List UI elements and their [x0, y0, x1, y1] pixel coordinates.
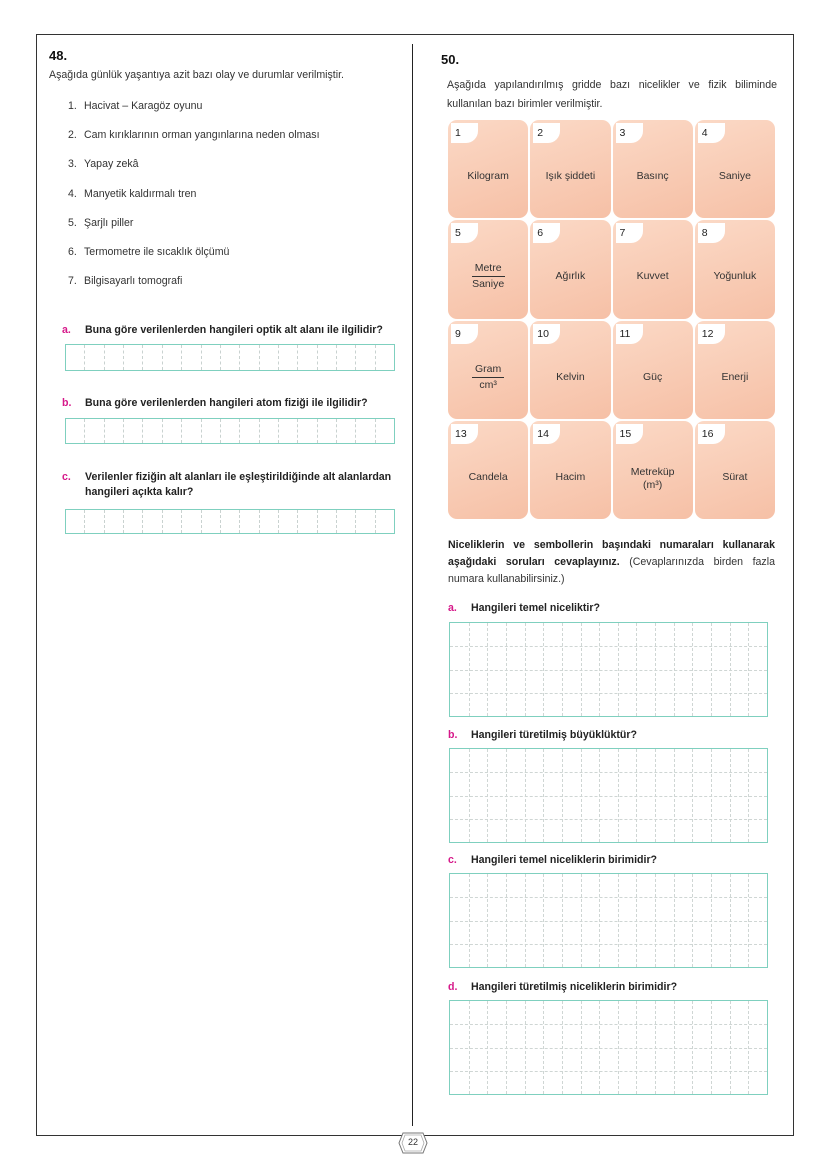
grid-tile — [695, 421, 775, 519]
answer-cell — [163, 345, 182, 370]
grid-tile — [613, 321, 693, 419]
answer-cell — [318, 510, 337, 533]
fraction — [472, 262, 505, 291]
page-number: 22 — [407, 1137, 418, 1147]
list-item — [68, 275, 320, 304]
answer-cell — [143, 419, 162, 443]
answer-cell — [337, 419, 356, 443]
answer-cell — [221, 345, 240, 370]
question-50b — [448, 728, 778, 743]
question-50c — [448, 853, 778, 868]
answer-cell — [298, 510, 317, 533]
tile-label: Hacim — [555, 470, 586, 483]
answer-cell — [337, 345, 356, 370]
question-48c-letter: c. — [62, 471, 71, 483]
grid-line-horizontal — [450, 646, 767, 647]
grid-line-horizontal — [450, 1048, 767, 1049]
tile-label: Kuvvet — [636, 270, 669, 283]
answer-cell — [356, 419, 375, 443]
answer-cell — [105, 419, 124, 443]
quantity-grid — [448, 120, 775, 519]
fraction — [472, 363, 504, 392]
question-48a — [62, 323, 407, 338]
tile-number: 13 — [451, 424, 478, 444]
tile-label — [448, 363, 528, 392]
tile-number: 14 — [533, 424, 560, 444]
question-48a-text: Buna göre verilenlerden hangileri optik alt alanı ile ilgilidir? — [85, 324, 383, 336]
answer-cell — [163, 419, 182, 443]
tile-number: 7 — [616, 223, 643, 243]
answer-50b-input[interactable] — [449, 748, 768, 843]
answer-cell — [202, 419, 221, 443]
answer-cell — [221, 510, 240, 533]
tile-label: Basınç — [636, 170, 669, 182]
question-50-intro: Aşağıda yapılandırılmış gridde bazı nicelikler ve fizik biliminde kullanılan bazı birimler verilmiştir. — [447, 79, 777, 110]
grid-line-horizontal — [450, 772, 767, 773]
grid-tile — [695, 120, 775, 218]
question-50b-letter: b. — [448, 729, 458, 741]
answer-cell — [66, 419, 85, 443]
answer-cell — [124, 510, 143, 533]
tile-label: Işık şiddeti — [545, 170, 596, 182]
answer-cell — [182, 510, 201, 533]
item-text: Şarjlı piller — [84, 216, 134, 229]
item-number: 1. — [68, 100, 77, 112]
list-item — [68, 217, 320, 246]
item-text: Termometre ile sıcaklık ölçümü — [84, 245, 230, 258]
question-50a-letter: a. — [448, 602, 457, 614]
answer-cell — [124, 345, 143, 370]
grid-line-horizontal — [450, 921, 767, 922]
grid-tile — [530, 220, 610, 318]
grid-line-horizontal — [450, 897, 767, 898]
tile-label-main: Metreküp — [630, 465, 675, 478]
answer-cell — [66, 510, 85, 533]
grid-tile — [613, 421, 693, 519]
grid-line-horizontal — [450, 944, 767, 945]
item-text: Cam kırıklarının orman yangınlarına neden olması — [84, 129, 320, 142]
item-text: Yapay zekâ — [84, 158, 139, 171]
question-48-intro: Aşağıda günlük yaşantıya azit bazı olay ve durumlar verilmiştir. — [49, 69, 344, 81]
fraction-numerator: Gram — [472, 363, 504, 378]
answer-cell — [356, 345, 375, 370]
grid-tile — [448, 220, 528, 318]
tile-label: Yoğunluk — [713, 270, 757, 283]
tile-label: Kelvin — [556, 370, 585, 383]
grid-tile — [530, 321, 610, 419]
tile-label: Güç — [642, 370, 663, 383]
grid-line-horizontal — [450, 693, 767, 694]
answer-cell — [85, 510, 104, 533]
answer-cell — [376, 345, 394, 370]
grid-tile — [448, 120, 528, 218]
answer-cell — [279, 345, 298, 370]
answer-48c-input[interactable] — [65, 509, 395, 534]
grid-tile — [695, 321, 775, 419]
tile-number: 15 — [616, 424, 643, 444]
question-50b-text: Hangileri türetilmiş büyüklüktür? — [471, 729, 637, 741]
grid-line-horizontal — [450, 796, 767, 797]
answer-cell — [66, 345, 85, 370]
grid-tile — [613, 120, 693, 218]
item-text: Manyetik kaldırmalı tren — [84, 187, 197, 200]
item-number: 5. — [68, 216, 77, 229]
list-item — [68, 188, 320, 217]
tile-number: 16 — [698, 424, 725, 444]
answer-cell — [182, 345, 201, 370]
item-text: Bilgisayarlı tomografi — [84, 275, 183, 288]
answer-cell — [318, 345, 337, 370]
item-number: 4. — [68, 187, 77, 200]
item-number: 6. — [68, 245, 77, 258]
answer-cell — [337, 510, 356, 533]
answer-50d-input[interactable] — [449, 1000, 768, 1095]
answer-cell — [85, 419, 104, 443]
page-number-badge — [398, 1132, 428, 1154]
question-50-instruction — [448, 537, 775, 588]
item-number: 2. — [68, 129, 77, 142]
tile-number: 4 — [698, 123, 725, 143]
grid-line-horizontal — [450, 1071, 767, 1072]
tile-label — [448, 262, 528, 291]
tile-label: Saniye — [718, 170, 751, 182]
answer-cell — [298, 419, 317, 443]
answer-cell — [202, 510, 221, 533]
fraction-denominator: cm³ — [479, 378, 497, 391]
grid-tile — [448, 421, 528, 519]
answer-cell — [202, 345, 221, 370]
grid-tile — [695, 220, 775, 318]
item-number: 3. — [68, 158, 77, 171]
answer-cell — [182, 419, 201, 443]
grid-line-horizontal — [450, 670, 767, 671]
answer-cell — [279, 419, 298, 443]
tile-number: 2 — [533, 123, 560, 143]
tile-label: Ağırlık — [555, 270, 586, 283]
tile-label: Kilogram — [467, 170, 509, 182]
question-48c-text: Verilenler fiziğin alt alanları ile eşleştirildiğinde alt alanlardan hangileri açıkta kalır? — [85, 471, 392, 498]
answer-48b-input[interactable] — [65, 418, 395, 444]
tile-label-sub: (m³) — [643, 478, 663, 491]
answer-cell — [298, 345, 317, 370]
question-50d-text: Hangileri türetilmiş niceliklerin birimidir? — [471, 981, 678, 993]
question-50-number: 50. — [441, 52, 460, 67]
instruction-rest: (Cevaplarınızda birden fazla numara kullanabilirsiniz.) — [448, 556, 775, 585]
answer-cell — [143, 510, 162, 533]
question-50d-letter: d. — [448, 981, 458, 993]
answer-cell — [356, 510, 375, 533]
tile-number: 8 — [698, 223, 725, 243]
question-48-list — [68, 100, 320, 304]
tile-number: 3 — [616, 123, 643, 143]
answer-48a-input[interactable] — [65, 344, 395, 371]
tile-number: 12 — [698, 324, 725, 344]
question-50a — [448, 601, 778, 616]
question-48-number: 48. — [49, 48, 68, 63]
fraction-numerator: Metre — [472, 262, 505, 277]
answer-cell — [376, 510, 394, 533]
fraction-denominator: Saniye — [472, 278, 505, 291]
answer-cell — [124, 419, 143, 443]
question-50a-text: Hangileri temel niceliktir? — [471, 602, 600, 614]
answer-cell — [318, 419, 337, 443]
answer-cell — [260, 345, 279, 370]
item-text: Hacivat – Karagöz oyunu — [84, 100, 203, 112]
grid-tile — [613, 220, 693, 318]
question-48a-letter: a. — [62, 324, 71, 336]
answer-cell — [260, 419, 279, 443]
tile-label: Enerji — [721, 370, 749, 383]
answer-cell — [221, 419, 240, 443]
question-48b-letter: b. — [62, 397, 72, 409]
question-50c-text: Hangileri temel niceliklerin birimidir? — [471, 854, 658, 866]
tile-label: Sürat — [722, 470, 748, 483]
item-number: 7. — [68, 275, 77, 288]
answer-cell — [105, 345, 124, 370]
grid-line-horizontal — [450, 1024, 767, 1025]
tile-number: 10 — [533, 324, 560, 344]
list-item — [68, 246, 320, 275]
tile-number: 5 — [451, 223, 478, 243]
answer-50a-input[interactable] — [449, 622, 768, 717]
question-48c — [62, 470, 407, 500]
answer-cell — [105, 510, 124, 533]
tile-number: 9 — [451, 324, 478, 344]
list-item — [68, 100, 320, 129]
question-50c-letter: c. — [448, 854, 457, 866]
grid-tile — [448, 321, 528, 419]
tile-label: Candela — [468, 470, 508, 483]
grid-tile — [530, 421, 610, 519]
question-50d — [448, 980, 778, 995]
list-item — [68, 129, 320, 158]
tile-number: 1 — [451, 123, 478, 143]
grid-line-horizontal — [450, 819, 767, 820]
tile-number: 6 — [533, 223, 560, 243]
tile-number: 11 — [616, 324, 643, 344]
column-divider — [412, 44, 413, 1126]
answer-cell — [85, 345, 104, 370]
instruction-bold: Niceliklerin ve sembollerin başındaki numaraları kullanarak aşağıdaki soruları cevaplayınız. — [448, 539, 775, 568]
tile-label — [613, 466, 693, 492]
answer-cell — [163, 510, 182, 533]
answer-cell — [240, 345, 259, 370]
answer-cell — [143, 345, 162, 370]
answer-cell — [376, 419, 394, 443]
answer-50c-input[interactable] — [449, 873, 768, 968]
question-48b-text: Buna göre verilenlerden hangileri atom fiziği ile ilgilidir? — [85, 397, 368, 409]
question-48b — [62, 396, 407, 411]
list-item — [68, 158, 320, 187]
answer-cell — [260, 510, 279, 533]
answer-cell — [240, 510, 259, 533]
answer-cell — [279, 510, 298, 533]
grid-tile — [530, 120, 610, 218]
answer-cell — [240, 419, 259, 443]
